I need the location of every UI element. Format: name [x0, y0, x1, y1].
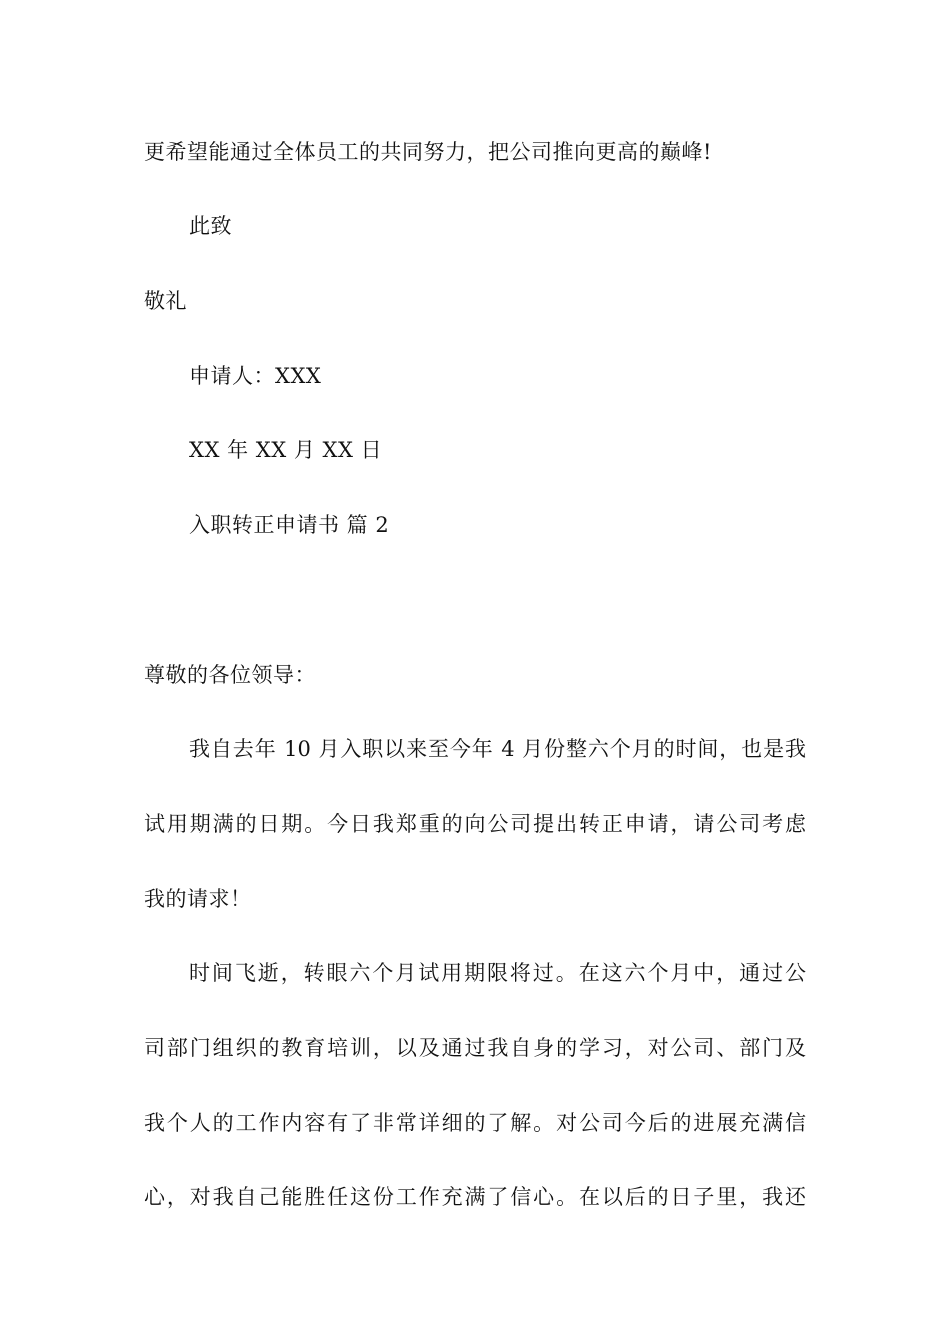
- paragraph1-line3: 我的请求！: [144, 887, 252, 911]
- paragraph1-line1: 我自去年 10 月入职以来至今年 4 月份整六个月的时间，也是我: [189, 737, 806, 761]
- paragraph2-line4: 心，对我自己能胜任这份工作充满了信心。在以后的日子里，我还: [144, 1185, 806, 1209]
- paragraph2-line3: 我个人的工作内容有了非常详细的了解。对公司今后的进展充满信: [144, 1111, 806, 1135]
- salutation-jingli: 敬礼: [144, 289, 187, 313]
- applicant-line: 申请人：XXX: [189, 364, 322, 388]
- paragraph2-line2: 司部门组织的教育培训，以及通过我自身的学习，对公司、部门及: [144, 1036, 806, 1060]
- salutation-cizhi: 此致: [189, 214, 232, 238]
- paragraph1-line2: 试用期满的日期。今日我郑重的向公司提出转正申请，请公司考虑: [144, 812, 806, 836]
- greeting-line: 尊敬的各位领导：: [144, 663, 316, 687]
- paragraph2-line1: 时间飞逝，转眼六个月试用期限将过。在这六个月中，通过公: [189, 961, 806, 985]
- date-line: XX 年 XX 月 XX 日: [189, 438, 383, 462]
- section-heading: 入职转正申请书 篇 2: [189, 513, 390, 537]
- closing-line: 更希望能通过全体员工的共同努力，把公司推向更高的巅峰!: [144, 140, 712, 164]
